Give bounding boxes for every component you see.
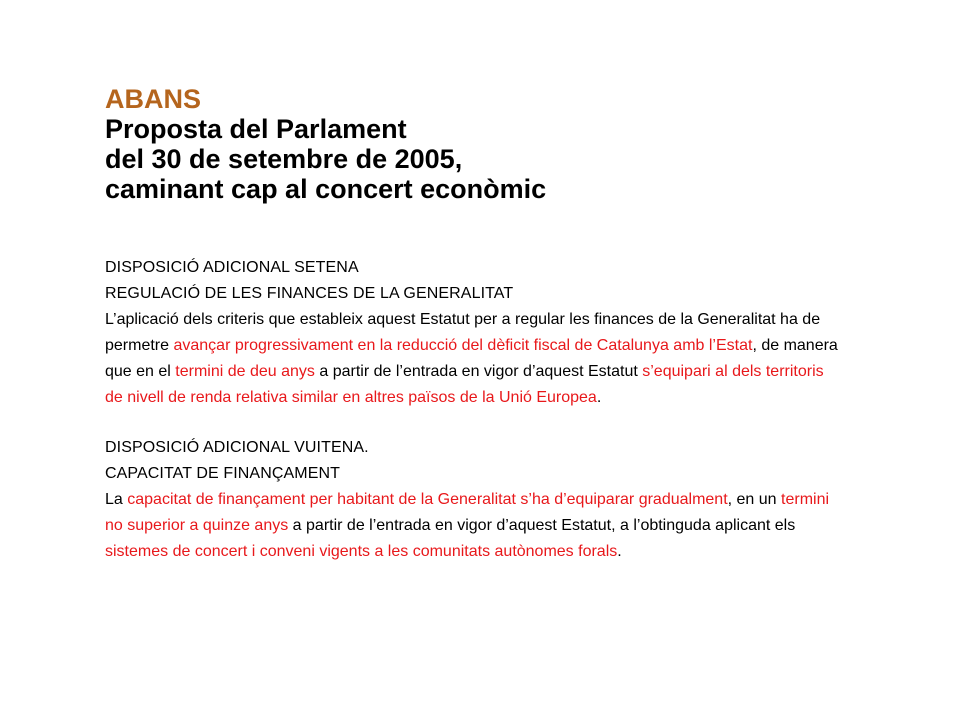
section-disposicio-vuitena bbox=[105, 435, 865, 565]
body-text: , de manera que en el bbox=[105, 337, 838, 380]
highlighted-text: s’equipari al dels territoris de nivell de renda relativa similar en altres països de la Unió Europea bbox=[105, 363, 824, 406]
body-text: a partir de l’entrada en vigor d’aquest Estatut, a l’obtinguda aplicant els bbox=[288, 517, 796, 534]
section-caption: DISPOSICIÓ ADICIONAL VUITENA. bbox=[105, 439, 369, 456]
slide-content bbox=[105, 84, 865, 565]
body-text: . bbox=[617, 543, 622, 560]
body-text: . bbox=[596, 389, 602, 406]
body-text: L’aplicació dels criteris que estableix aquest Estatut per a regular les finances de la Generalitat ha de permetre bbox=[105, 311, 821, 354]
highlighted-text: termini de deu anys bbox=[175, 363, 315, 380]
highlighted-text: avançar progressivament en la reducció del dèficit fiscal de Catalunya amb l’Estat bbox=[173, 337, 753, 354]
section-subcaption: CAPACITAT DE FINANÇAMENT bbox=[105, 465, 341, 482]
section-body bbox=[105, 307, 845, 411]
body-text: La bbox=[105, 491, 128, 508]
section-body bbox=[105, 487, 845, 565]
heading-label: ABANS bbox=[105, 84, 202, 114]
heading-title-line-3: caminant cap al concert econòmic bbox=[105, 174, 547, 204]
highlighted-text: sistemes de concert i conveni vigents a les comunitats autònomes forals bbox=[105, 543, 618, 560]
section-subcaption: REGULACIÓ DE LES FINANCES DE LA GENERALITAT bbox=[105, 285, 514, 302]
heading-title-line-1: Proposta del Parlament bbox=[105, 114, 407, 144]
section-disposicio-setena bbox=[105, 255, 865, 411]
section-caption: DISPOSICIÓ ADICIONAL SETENA bbox=[105, 259, 359, 276]
heading-title-line-2: del 30 de setembre de 2005, bbox=[105, 144, 463, 174]
slide-heading bbox=[105, 84, 865, 204]
highlighted-text: termini no superior a quinze anys bbox=[105, 491, 830, 534]
body-text: a partir de l’entrada en vigor d’aquest Estatut bbox=[314, 363, 643, 380]
highlighted-text: capacitat de finançament per habitant de la Generalitat s’ha d’equiparar gradualment bbox=[127, 491, 728, 508]
body-text: , en un bbox=[727, 491, 782, 508]
